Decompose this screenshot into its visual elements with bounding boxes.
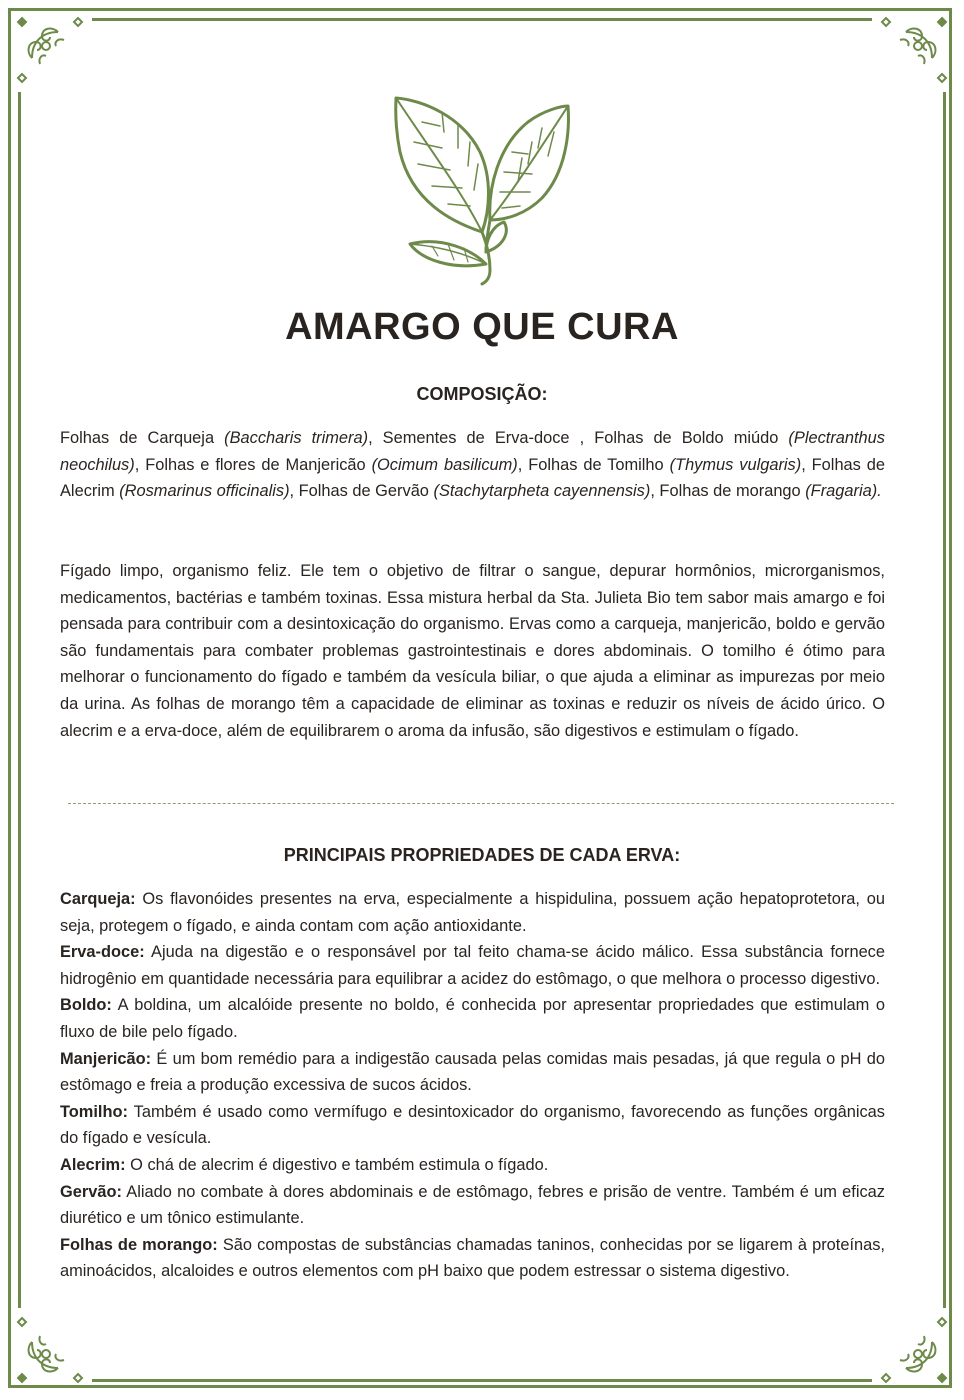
inner-border-top [92, 18, 872, 21]
property-item [60, 1179, 885, 1232]
composition-part-scientific: (Plectranthus neochilus) [60, 429, 885, 474]
corner-ornament-icon [872, 12, 952, 92]
herb-name: Tomilho: [60, 1102, 128, 1121]
herb-description: São compostas de substâncias chamadas taninos, conhecidas por se ligarem à proteínas, aminoácidos, alcaloides e outros elementos com pH baixo que podem estressar o sistema digestivo. [60, 1235, 885, 1281]
herb-description: O chá de alecrim é digestivo e também estimula o fígado. [125, 1155, 549, 1174]
property-item [60, 1232, 885, 1285]
composition-part: , Folhas de Tomilho [517, 455, 670, 474]
composition-part-scientific: (Fragaria). [805, 482, 882, 501]
herb-description: A boldina, um alcalóide presente no boldo, é conhecida por apresentar propriedades que estimulam o fluxo de bile pelo fígado. [60, 996, 885, 1041]
composition-part-scientific: (Baccharis trimera) [224, 429, 369, 447]
inner-border-right [943, 92, 946, 1308]
description-text: Fígado limpo, organismo feliz. Ele tem o objetivo de filtrar o sangue, depurar hormônios, microrganismos, medicamentos, bactérias e também toxinas. Essa mistura herbal da Sta. Julieta Bio tem sabor mais amargo e foi pensada para contribuir com a desintoxicação do organismo. Ervas como a carqueja, manjericão, boldo e gervão são fundamentais para combater problemas gastrointestinais e dores abdominais. O tomilho é ótimo para melhorar o funcionamento do fígado e também da vesícula biliar, o que ajuda a eliminar as impurezas por meio da urina. As folhas de morango têm a capacidade de eliminar as toxinas e reduzir os níveis de ácido úrico. O alecrim e a erva-doce, além de equilibrarem o aroma da infusão, são digestivos e estimulam o fígado. [60, 562, 885, 740]
herb-name: Carqueja: [60, 890, 136, 908]
properties-heading: PRINCIPAIS PROPRIEDADES DE CADA ERVA: [283, 845, 681, 865]
herb-description: Também é usado como vermífugo e desintoxicador do organismo, favorecendo as funções orgânicas do fígado e vesícula. [60, 1102, 885, 1148]
composition-heading: COMPOSIÇÃO: [416, 384, 548, 404]
inner-border-bottom [92, 1379, 872, 1382]
property-item [60, 939, 885, 992]
composition-part: , Sementes de Erva-doce , Folhas de Boldo miúdo [368, 429, 789, 447]
composition-part-scientific: (Stachytarpheta cayennensis) [433, 482, 651, 501]
property-item [60, 1099, 885, 1152]
composition-part: , Folhas de morango [650, 482, 806, 501]
property-item [60, 1046, 885, 1099]
herb-name: Boldo: [60, 996, 112, 1015]
composition-part-scientific: (Ocimum basilicum) [371, 455, 518, 474]
properties-list [60, 886, 885, 1285]
herb-description: Os flavonóides presentes na erva, especialmente a hispidulina, possuem ação hepatoprotetora, ou seja, protegem o fígado, e ainda contam com ação antioxidante. [60, 890, 885, 935]
herb-name: Folhas de morango: [60, 1235, 218, 1254]
herb-name: Manjericão: [60, 1049, 152, 1068]
composition-part-scientific: (Rosmarinus officinalis) [119, 482, 290, 501]
composition-part: , Folhas de Gervão [289, 482, 434, 501]
herb-description: É um bom remédio para a indigestão causada pelas comidas mais pesadas, já que regula o pH do estômago e freia a produção excessiva de sucos ácidos. [60, 1049, 885, 1095]
property-item [60, 992, 885, 1045]
corner-ornament-icon [12, 12, 92, 92]
herb-leaves-icon [382, 92, 582, 290]
herb-name: Erva-doce: [60, 943, 145, 962]
composition-text [60, 425, 885, 505]
composition-part: , Folhas e flores de Manjericão [134, 455, 372, 474]
property-item [60, 1152, 885, 1179]
dashed-divider [68, 803, 894, 804]
composition-part-scientific: (Thymus vulgaris) [669, 455, 802, 474]
herb-name: Gervão: [60, 1182, 122, 1201]
composition-part: , Folhas de Alecrim [60, 455, 886, 501]
inner-border-left [18, 92, 21, 1308]
herb-description: Ajuda na digestão e o responsável por tal feito chama-se ácido málico. Essa substância fornece hidrogênio em quantidade necessária para equilibrar a acidez do estômago, o que melhora o processo digestivo. [60, 943, 885, 988]
property-item [60, 886, 885, 939]
corner-ornament-icon [12, 1308, 92, 1388]
herb-description: Aliado no combate à dores abdominais e de estômago, febres e prisão de ventre. Também é um eficaz diurético e um tônico estimulante. [60, 1182, 885, 1228]
herb-name: Alecrim: [60, 1155, 126, 1174]
product-title: AMARGO QUE CURA [285, 306, 679, 348]
corner-ornament-icon [872, 1308, 952, 1388]
composition-part: Folhas de Carqueja [60, 429, 225, 447]
